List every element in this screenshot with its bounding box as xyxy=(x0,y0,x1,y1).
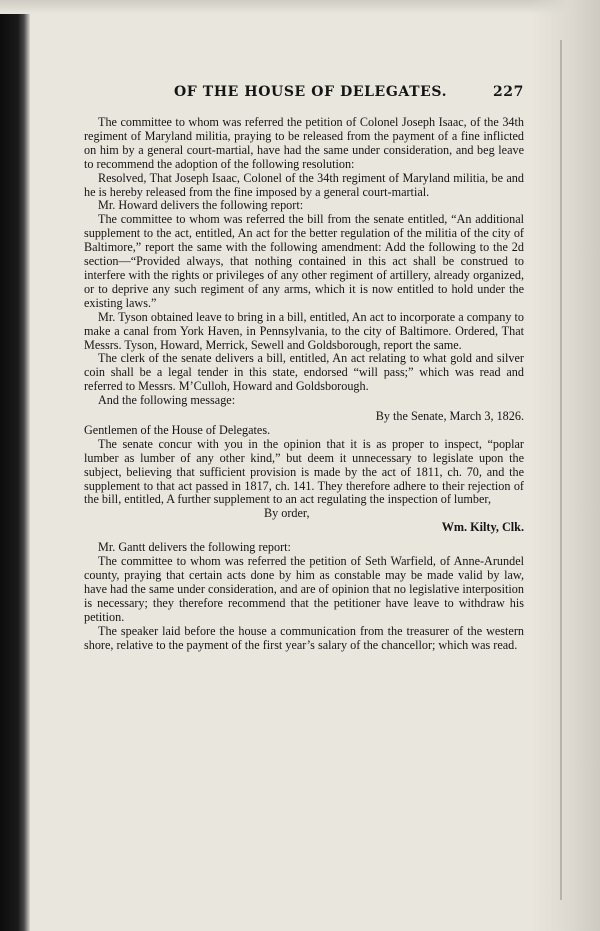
resolution-isaac: Resolved, That Joseph Isaac, Colonel of the 34th regiment of Maryland militia, be and he is hereby released from the fine imposed by a general court-martial. xyxy=(84,170,524,199)
tyson-canal-bill: Mr. Tyson obtained leave to bring in a bill, entitled, An act to incorporate a company to make a canal from York Haven, in Pennsylvania, to the city of Baltimore. Ordered, That Messrs. Tyson, Howard, Merrick, Sewell and Goldsborough, report the same. xyxy=(84,309,524,352)
message-dateline: By the Senate, March 3, 1826. xyxy=(375,409,524,424)
coin-tender-bill: The clerk of the senate delivers a bill, entitled, An act relating to what gold and silver coin shall be a legal tender in this state, endorsed “will pass;” which was read and referred to Messrs. M’Culloh, Howard and Goldsborough. xyxy=(84,351,524,394)
treasurer-communication: The speaker laid before the house a communication from the treasurer of the western shore, relative to the payment of the first year’s salary of the chancellor; which was read. xyxy=(84,623,524,652)
message-signature: Wm. Kilty, Clk. xyxy=(441,520,524,535)
page-content xyxy=(84,84,524,652)
running-header xyxy=(84,84,524,106)
right-page-margin xyxy=(530,0,600,931)
militia-bill-report: The committee to whom was referred the bill from the senate entitled, “An additional supplement to the act, entitled, An act for the better regulation of the militia of the city of Baltimore,” report the same with the following amendment: Add the following to the 2d section—“Provided always, that nothing contained in this act shall be construed to interfere with the rights or privileges of any other regiment of artillery, already organized, or to deprive any such regiment of any arms, which it is now entitled to hold under the existing laws.” xyxy=(84,212,524,310)
message-by-order: By order, xyxy=(264,506,310,521)
page-number: 227 xyxy=(492,84,524,100)
howard-report-intro: Mr. Howard delivers the following report: xyxy=(98,198,304,213)
committee-report-isaac: The committee to whom was referred the petition of Colonel Joseph Isaac, of the 34th regiment of Maryland militia, praying to be released from the payment of a fine inflicted on him by a general court-martial, have had the same under consideration, and beg leave to recommend the adoption of the following resolution: xyxy=(84,115,524,171)
gantt-report-intro: Mr. Gantt delivers the following report: xyxy=(98,540,291,555)
right-edge-line xyxy=(560,40,562,900)
message-salutation: Gentlemen of the House of Delegates. xyxy=(84,422,271,437)
journal-text xyxy=(84,116,524,652)
header-title: OF THE HOUSE OF DELEGATES. xyxy=(174,84,448,100)
top-edge-shadow xyxy=(0,0,600,14)
binding-shadow xyxy=(0,0,30,931)
message-intro: And the following message: xyxy=(98,393,236,408)
warfield-petition-report: The committee to whom was referred the petition of Seth Warfield, of Anne-Arundel county, praying that certain acts done by him as constable may be made valid by law, have had the same under consideration, and are of opinion that no legislative interposition is necessary; they therefore recommend that the petitioner have leave to withdraw his petition. xyxy=(84,554,524,624)
message-body: The senate concur with you in the opinion that it is as proper to inspect, “poplar lumber as lumber of any other kind,” but deem it unnecessary to legislate upon the subject, believing that sufficient provision is made by the act of 1811, ch. 70, and the supplement to that act passed in 1817, ch. 141. They therefore adhere to their rejection of the bill, entitled, A further supplement to an act regulating the inspection of lumber, xyxy=(84,436,524,507)
